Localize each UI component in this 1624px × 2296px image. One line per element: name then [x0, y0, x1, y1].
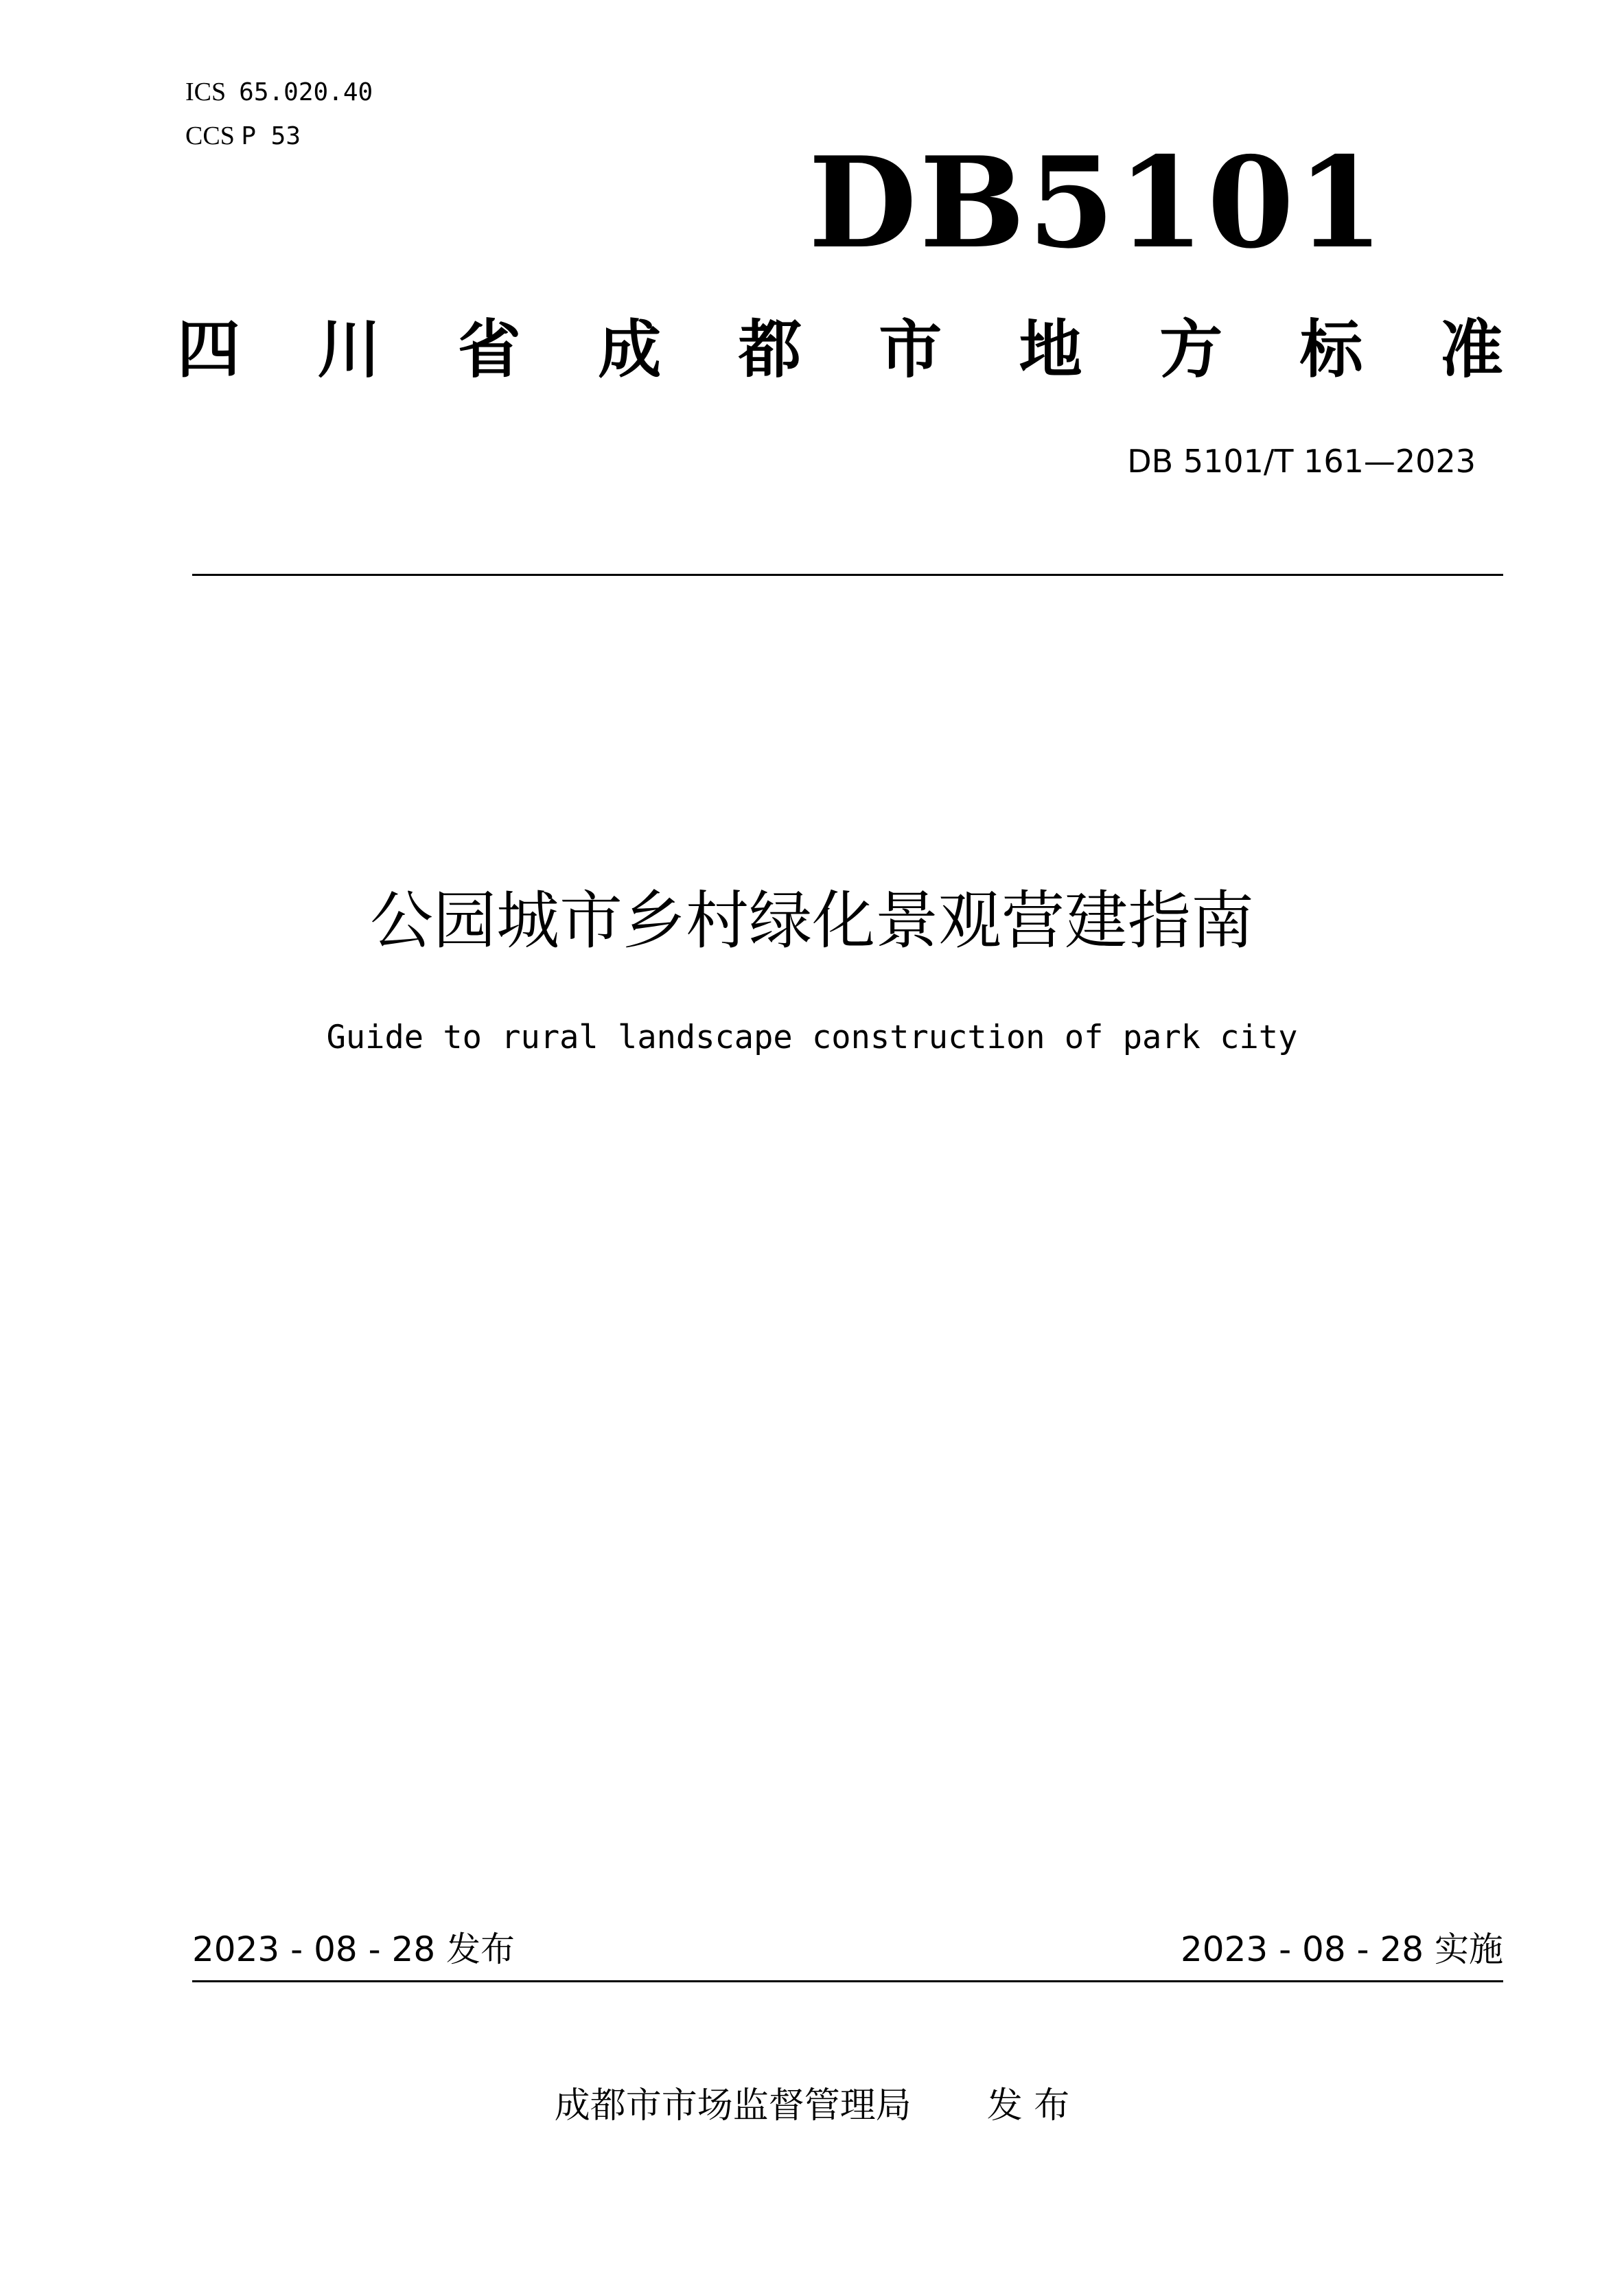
implementation-date: 2023 - 08 - 28 实施: [1180, 1929, 1503, 1969]
issuer-line: [0, 2084, 1624, 2128]
ccs-label: CCS: [185, 121, 235, 150]
header-divider: [192, 574, 1503, 576]
category-char: 川: [317, 313, 381, 386]
category-char: 成: [598, 313, 662, 386]
category-char: 准: [1439, 313, 1503, 386]
category-char: 都: [738, 313, 802, 386]
ics-code: 65.020.40: [239, 78, 373, 106]
document-title-english: Guide to rural landscape construction of park city: [326, 1019, 1298, 1056]
standard-mark: DB5101: [808, 129, 1387, 276]
ccs-classification: [185, 121, 301, 152]
document-title-chinese: 公园城市乡村绿化景观营建指南: [369, 884, 1254, 958]
issuer-name: 成都市市场监督管理局: [554, 2085, 912, 2126]
standard-number: DB 5101/T 161—2023: [1127, 443, 1476, 480]
category-char: 方: [1159, 313, 1223, 386]
category-char: 省: [457, 313, 521, 386]
ics-classification: [185, 77, 373, 108]
category-char: 标: [1299, 313, 1363, 386]
ics-label: ICS: [185, 78, 227, 106]
standard-category: [177, 313, 1503, 386]
category-char: 市: [879, 313, 942, 386]
issue-date: 2023 - 08 - 28 发布: [192, 1929, 515, 1969]
category-char: 四: [177, 313, 241, 386]
issuer-action: 发 布: [986, 2085, 1070, 2126]
footer-divider: [192, 1980, 1503, 1982]
ccs-code: P 53: [241, 122, 301, 150]
category-char: 地: [1019, 313, 1082, 386]
